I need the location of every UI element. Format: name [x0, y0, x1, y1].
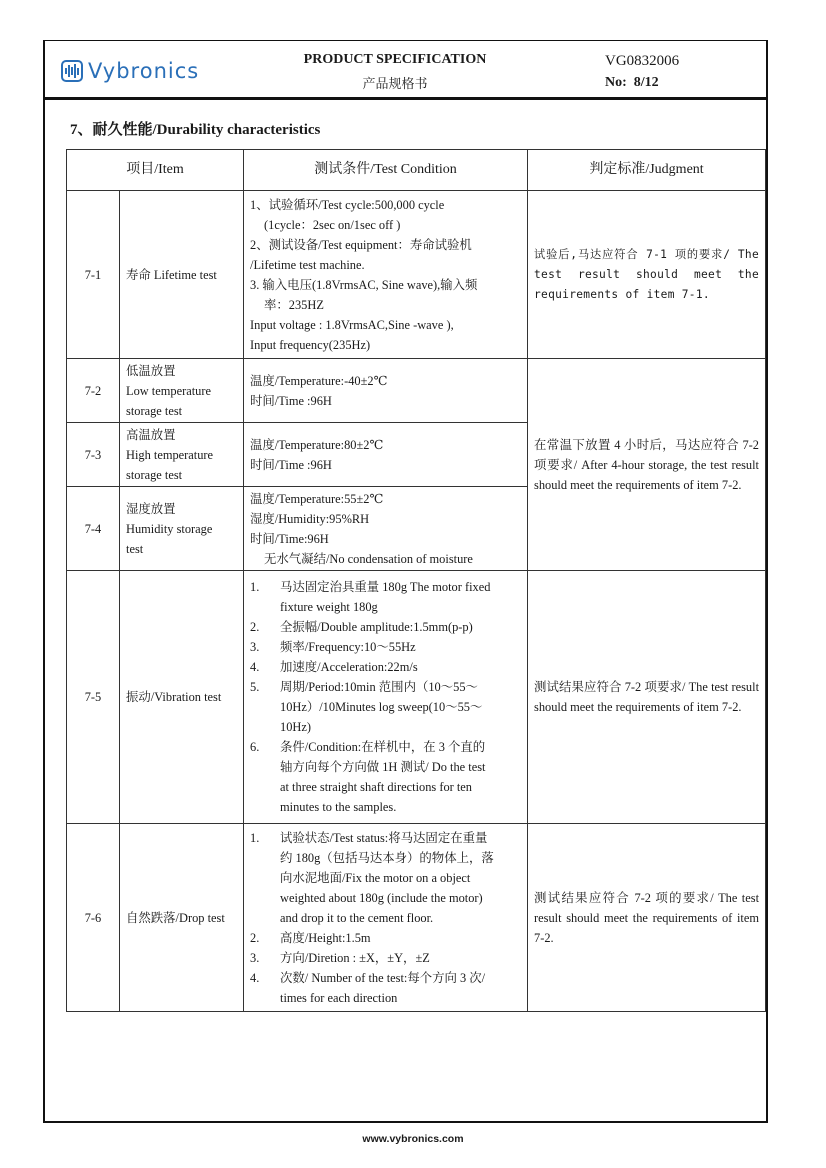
condition-step: [250, 577, 521, 617]
condition-line: 向水泥地面/Fix the motor on a object: [280, 870, 471, 885]
condition-line: 方向/Diretion : ±X，±Y，±Z: [280, 950, 430, 965]
table-header-row: [67, 150, 766, 191]
item-line: Low temperature: [126, 383, 211, 398]
row-item: 自然跌落/Drop test: [120, 824, 244, 1012]
condition-step: [250, 677, 521, 737]
document-title: [285, 52, 505, 92]
table-row: [67, 571, 766, 824]
page-number: [605, 75, 679, 91]
step-number: 3.: [250, 640, 260, 654]
row-judgment: 试验后,马达应符合 7-1 项的要求/ The test result should meet the requirements of item 7-1.: [528, 191, 766, 359]
condition-line: 无水气凝结/No condensation of moisture: [264, 551, 473, 566]
condition-line: 10Hz): [280, 720, 311, 734]
document-number: VG0832006: [605, 53, 680, 69]
condition-line: 轴方向每个方向做 1H 测试/ Do the test: [280, 760, 486, 774]
row-condition: [244, 359, 528, 423]
condition-step: [250, 968, 521, 1008]
condition-line: and drop it to the cement floor.: [280, 910, 434, 925]
condition-line: /Lifetime test machine.: [250, 257, 365, 272]
row-item: [120, 359, 244, 423]
header-item: 项目/Item: [67, 150, 244, 191]
row-condition: [244, 423, 528, 487]
condition-line: 约 180g（包括马达本身）的物体上，落: [280, 850, 494, 865]
page-header: [45, 41, 766, 98]
condition-line: 加速度/Acceleration:22m/s: [280, 660, 418, 674]
condition-line: at three straight shaft directions for ten: [280, 780, 473, 794]
condition-line: 频率/Frequency:10～55Hz: [280, 640, 416, 654]
item-line: storage test: [126, 467, 183, 482]
condition-step: [250, 737, 521, 817]
step-number: 2.: [250, 930, 260, 945]
condition-line: 2、测试设备/Test equipment：寿命试验机: [250, 237, 472, 252]
row-condition: [244, 824, 528, 1012]
table-row: [67, 191, 766, 359]
title-english: PRODUCT SPECIFICATION: [303, 52, 487, 67]
condition-line: 周期/Period:10min 范围内（10～55～: [280, 680, 478, 694]
page-number-value: 8/12: [633, 75, 659, 90]
company-logo: [61, 58, 199, 84]
item-line: High temperature: [126, 447, 214, 462]
condition-line: 高度/Height:1.5m: [280, 930, 371, 945]
condition-line: Input frequency(235Hz): [250, 337, 371, 352]
item-line: 湿度放置: [126, 501, 176, 516]
condition-line: 湿度/Humidity:95%RH: [250, 511, 370, 526]
logo-wordmark: Vybronics: [88, 58, 200, 83]
row-item: 寿命 Lifetime test: [120, 191, 244, 359]
condition-line: 次数/ Number of the test:每个方向 3 次/: [280, 970, 486, 985]
condition-line: 1、试验循环/Test cycle:500,000 cycle: [250, 197, 445, 212]
condition-line: Input voltage : 1.8VrmsAC,Sine -wave ),: [250, 317, 454, 332]
condition-line: 10Hz）/10Minutes log sweep(10～55～: [280, 700, 483, 714]
step-number: 3.: [250, 950, 260, 965]
item-line: storage test: [126, 403, 183, 418]
row-condition: [244, 571, 528, 824]
row-item: [120, 423, 244, 487]
step-number: 1.: [250, 580, 260, 594]
condition-step: [250, 928, 521, 948]
header-condition: 测试条件/Test Condition: [244, 150, 528, 191]
footer-url: www.vybronics.com: [362, 1133, 464, 1145]
step-number: 2.: [250, 620, 260, 634]
title-chinese: 产品规格书: [362, 76, 428, 91]
shared-judgment: 在常温下放置 4 小时后，马达应符合 7-2 项要求/ After 4-hour storage, the test result should meet the requirements of item 7-2.: [528, 359, 766, 571]
row-id: 7-1: [67, 191, 120, 359]
condition-step: [250, 828, 521, 928]
section-title: 7、耐久性能/Durability characteristics: [70, 122, 321, 138]
condition-line: times for each direction: [280, 990, 398, 1005]
table-row: [67, 824, 766, 1012]
item-line: test: [126, 541, 144, 556]
row-condition: [244, 191, 528, 359]
step-number: 6.: [250, 740, 260, 754]
condition-line: 时间/Time :96H: [250, 393, 332, 408]
table-row: [67, 359, 766, 423]
row-item: [120, 487, 244, 571]
step-number: 4.: [250, 660, 260, 674]
condition-line: 温度/Temperature:80±2℃: [250, 437, 384, 452]
condition-line: weighted about 180g (include the motor): [280, 890, 483, 905]
condition-step: [250, 617, 521, 637]
item-line: 低温放置: [126, 363, 176, 378]
condition-line: 全振幅/Double amplitude:1.5mm(p-p): [280, 620, 473, 634]
condition-step: [250, 657, 521, 677]
condition-line: 条件/Condition:在样机中，在 3 个直的: [280, 740, 486, 754]
condition-line: 试验状态/Test status:将马达固定在重量: [280, 830, 488, 845]
item-line: 高温放置: [126, 427, 176, 442]
row-id: 7-3: [67, 423, 120, 487]
condition-step: [250, 948, 521, 968]
row-id: 7-5: [67, 571, 120, 824]
step-number: 5.: [250, 680, 260, 694]
condition-step: [250, 637, 521, 657]
header-judgment: 判定标准/Judgment: [528, 150, 766, 191]
condition-line: 温度/Temperature:55±2℃: [250, 491, 384, 506]
row-item: 振动/Vibration test: [120, 571, 244, 824]
condition-line: 温度/Temperature:-40±2℃: [250, 373, 388, 388]
step-number: 4.: [250, 970, 260, 985]
condition-line: 时间/Time:96H: [250, 531, 329, 546]
page-number-label: No:: [605, 75, 627, 90]
header-divider: [45, 97, 768, 100]
condition-line: 马达固定治具重量 180g The motor fixed: [280, 580, 491, 594]
condition-line: 率：235HZ: [264, 297, 324, 312]
row-condition: [244, 487, 528, 571]
row-id: 7-2: [67, 359, 120, 423]
step-number: 1.: [250, 830, 260, 845]
row-id: 7-6: [67, 824, 120, 1012]
condition-line: 3. 输入电压(1.8VrmsAC, Sine wave),输入频: [250, 277, 478, 292]
row-judgment: 测试结果应符合 7-2 项要求/ The test result should meet the requirements of item 7-2.: [528, 571, 766, 824]
waveform-icon: [61, 60, 83, 82]
condition-line: (1cycle：2sec on/1sec off ): [264, 217, 401, 232]
condition-line: 时间/Time :96H: [250, 457, 332, 472]
condition-line: minutes to the samples.: [280, 800, 397, 814]
document-number-block: [605, 53, 679, 91]
durability-table: [66, 149, 766, 1012]
item-line: Humidity storage: [126, 521, 213, 536]
row-judgment: 测试结果应符合 7-2 项的要求/ The test result should meet the requirements of item 7-2.: [528, 824, 766, 1012]
row-id: 7-4: [67, 487, 120, 571]
condition-line: fixture weight 180g: [280, 600, 378, 614]
